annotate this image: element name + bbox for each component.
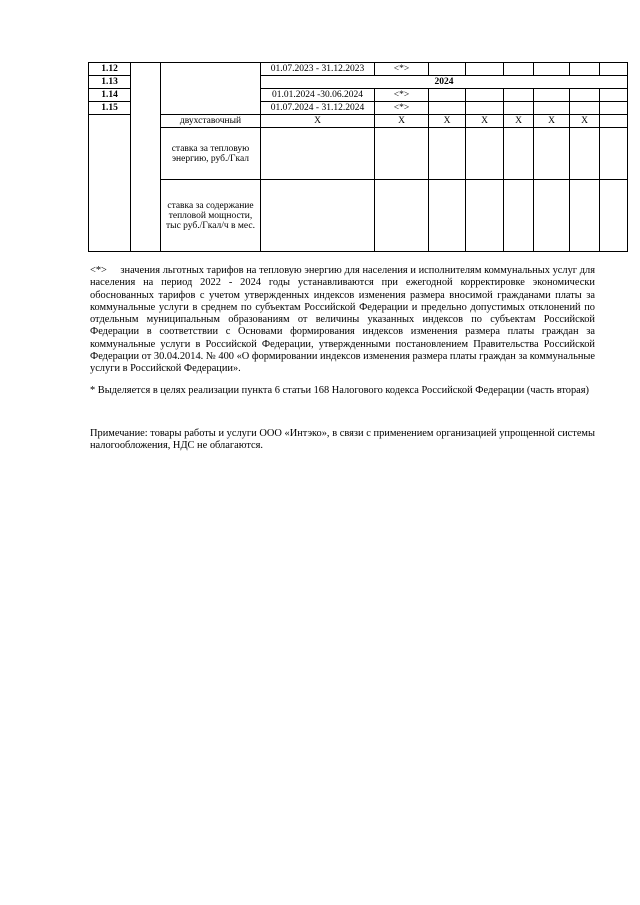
tax-note: * Выделяется в целях реализации пункта 6 статьи 168 Налогового кодекса Российской Федерации (часть вторая) <box>90 385 590 396</box>
table-row <box>89 63 628 76</box>
x-mark: X <box>570 115 600 128</box>
rate-capacity-label: ставка за содержание тепловой мощности, тыс руб./Гкал/ч в мес. <box>161 180 261 252</box>
tariff-table <box>88 62 628 252</box>
table-row <box>89 180 628 252</box>
footnote-marker: <*> <box>90 265 107 276</box>
row-number: 1.14 <box>89 89 131 102</box>
blank-cell <box>131 63 161 252</box>
x-mark: X <box>375 115 429 128</box>
mark-cell: <*> <box>375 63 429 76</box>
blank-cell <box>89 115 131 252</box>
x-mark: X <box>504 115 534 128</box>
footnote-text: значения льготных тарифов на тепловую энергию для населения и исполнителям коммунальных услуг для населения на период 2022 - 2024 годы устанавливаются при ежегодной корректировке экономически обоснованных тарифов с учетом утвержденных индексов изменения размера вносимой гражданами платы за коммунальные услуги в среднем по субъектам Российской Федерации и предельно допустимых отклонений по отдельным муниципальным образованиям от величины указанных индексов по субъектам Российской Федерации в соответствии с Основами формирования индексов изменения размера платы граждан за коммунальные услуги в Российской Федерации, утвержденными постановлением Правительства Российской Федерации от 30.04.2014. № 400 «О формировании индексов изменения размера платы граждан за коммунальные услуги в Российской Федерации». <box>90 265 595 375</box>
year-heading: 2024 <box>261 76 628 89</box>
table-row <box>89 128 628 180</box>
rate-energy-label: ставка за тепловую энергию, руб./Гкал <box>161 128 261 180</box>
row-number: 1.12 <box>89 63 131 76</box>
row-number: 1.13 <box>89 76 131 89</box>
x-mark: X <box>534 115 570 128</box>
period-cell: 01.01.2024 -30.06.2024 <box>261 89 375 102</box>
period-cell: 01.07.2023 - 31.12.2023 <box>261 63 375 76</box>
vat-note: Примечание: товары работы и услуги ООО «Интэко», в связи с применением организацией упрощенной системы налогообложения, НДС не облагаются. <box>90 428 595 452</box>
footnote-star <box>90 265 595 376</box>
blank-cell <box>161 63 261 115</box>
row-number: 1.15 <box>89 102 131 115</box>
x-mark: X <box>261 115 375 128</box>
period-cell: 01.07.2024 - 31.12.2024 <box>261 102 375 115</box>
mark-cell: <*> <box>375 89 429 102</box>
table-row <box>89 115 628 128</box>
x-mark: X <box>429 115 466 128</box>
two-part-label: двухставочный <box>161 115 261 128</box>
mark-cell: <*> <box>375 102 429 115</box>
x-mark: X <box>466 115 504 128</box>
